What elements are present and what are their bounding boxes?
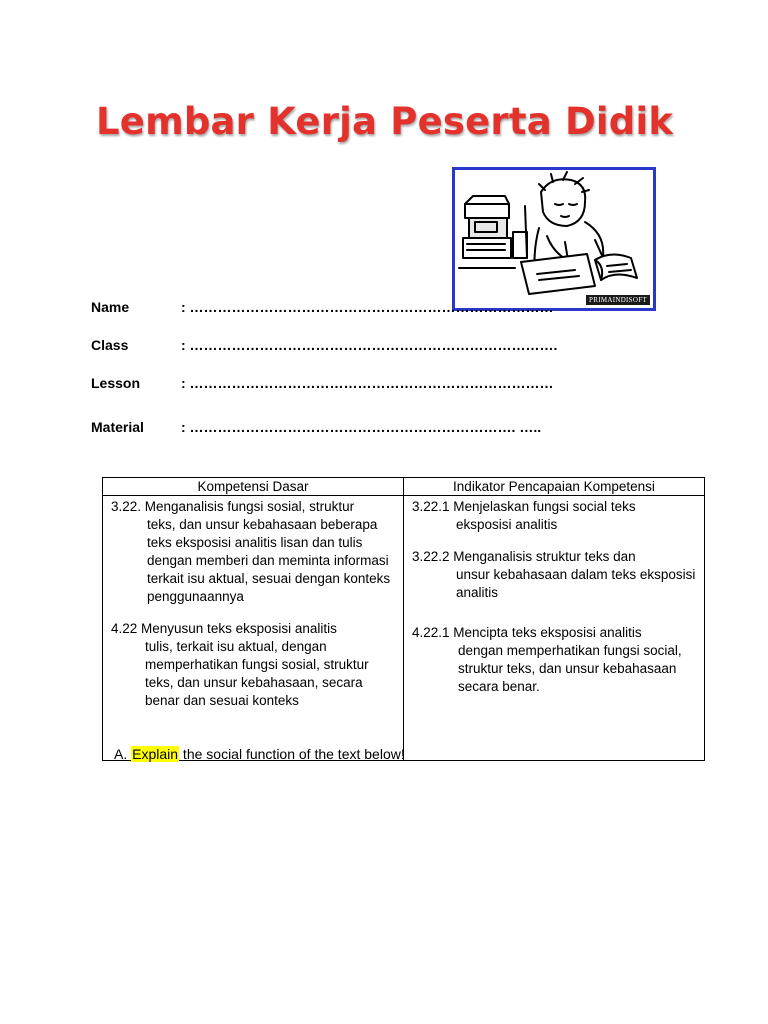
kd-item: 4.22 Menyusun teks eksposisi analitis tulis, terkait isu aktual, dengan memperhatikan fungsi sosial, struktur teks, dan unsur kebahasaan, secara benar dan sesuai konteks [111,621,369,708]
task-a-instruction [114,746,405,762]
header-kompetensi-dasar: Kompetensi Dasar [103,478,404,496]
field-blank: : …………………………………………………………………… [181,375,554,391]
ipk-item: 3.22.1 Menjelaskan fungsi social teks eksposisi analitis [412,499,636,532]
field-blank: : ……………………………………………………………………. [181,337,558,353]
student-studying-illustration [452,167,656,311]
student-drawing [455,170,653,308]
field-label: Material [91,419,144,435]
page-title: Lembar Kerja Peserta Didik [96,100,674,143]
ipk-item: 4.22.1 Mencipta teks eksposisi analitis dengan memperhatikan fungsi social, struktur teks, dan unsur kebahasaan secara benar. [412,625,682,694]
field-label: Lesson [91,375,141,391]
ipk-cell [404,496,705,761]
kd-cell [103,496,404,761]
field-blank: : …………………………………………………………………… [181,299,554,315]
task-a-highlight: Explain [132,746,179,762]
field-label: Name [91,299,130,315]
task-a-prefix: A. [114,746,128,762]
field-lesson [91,375,554,391]
field-blank: : ……………………………………………………………. ….. [181,419,542,435]
field-name [91,299,554,315]
kd-item: 3.22. Menganalisis fungsi sosial, struktur teks, dan unsur kebahasaan beberapa teks eksposisi analitis lisan dan tulis dengan memberi dan meminta informasi terkait isu aktual, sesuai dengan konteks penggunaannya [111,499,391,604]
header-indikator: Indikator Pencapaian Kompetensi [404,478,705,496]
ipk-item: 3.22.2 Menganalisis struktur teks dan unsur kebahasaan dalam teks eksposisi analitis [412,549,696,600]
competency-table [102,477,705,761]
field-class [91,337,557,353]
watermark-label: PRIMAINDISOFT [586,295,650,305]
field-label: Class [91,337,129,353]
field-material [91,419,541,435]
task-a-text: the social function of the text below! [179,746,405,762]
